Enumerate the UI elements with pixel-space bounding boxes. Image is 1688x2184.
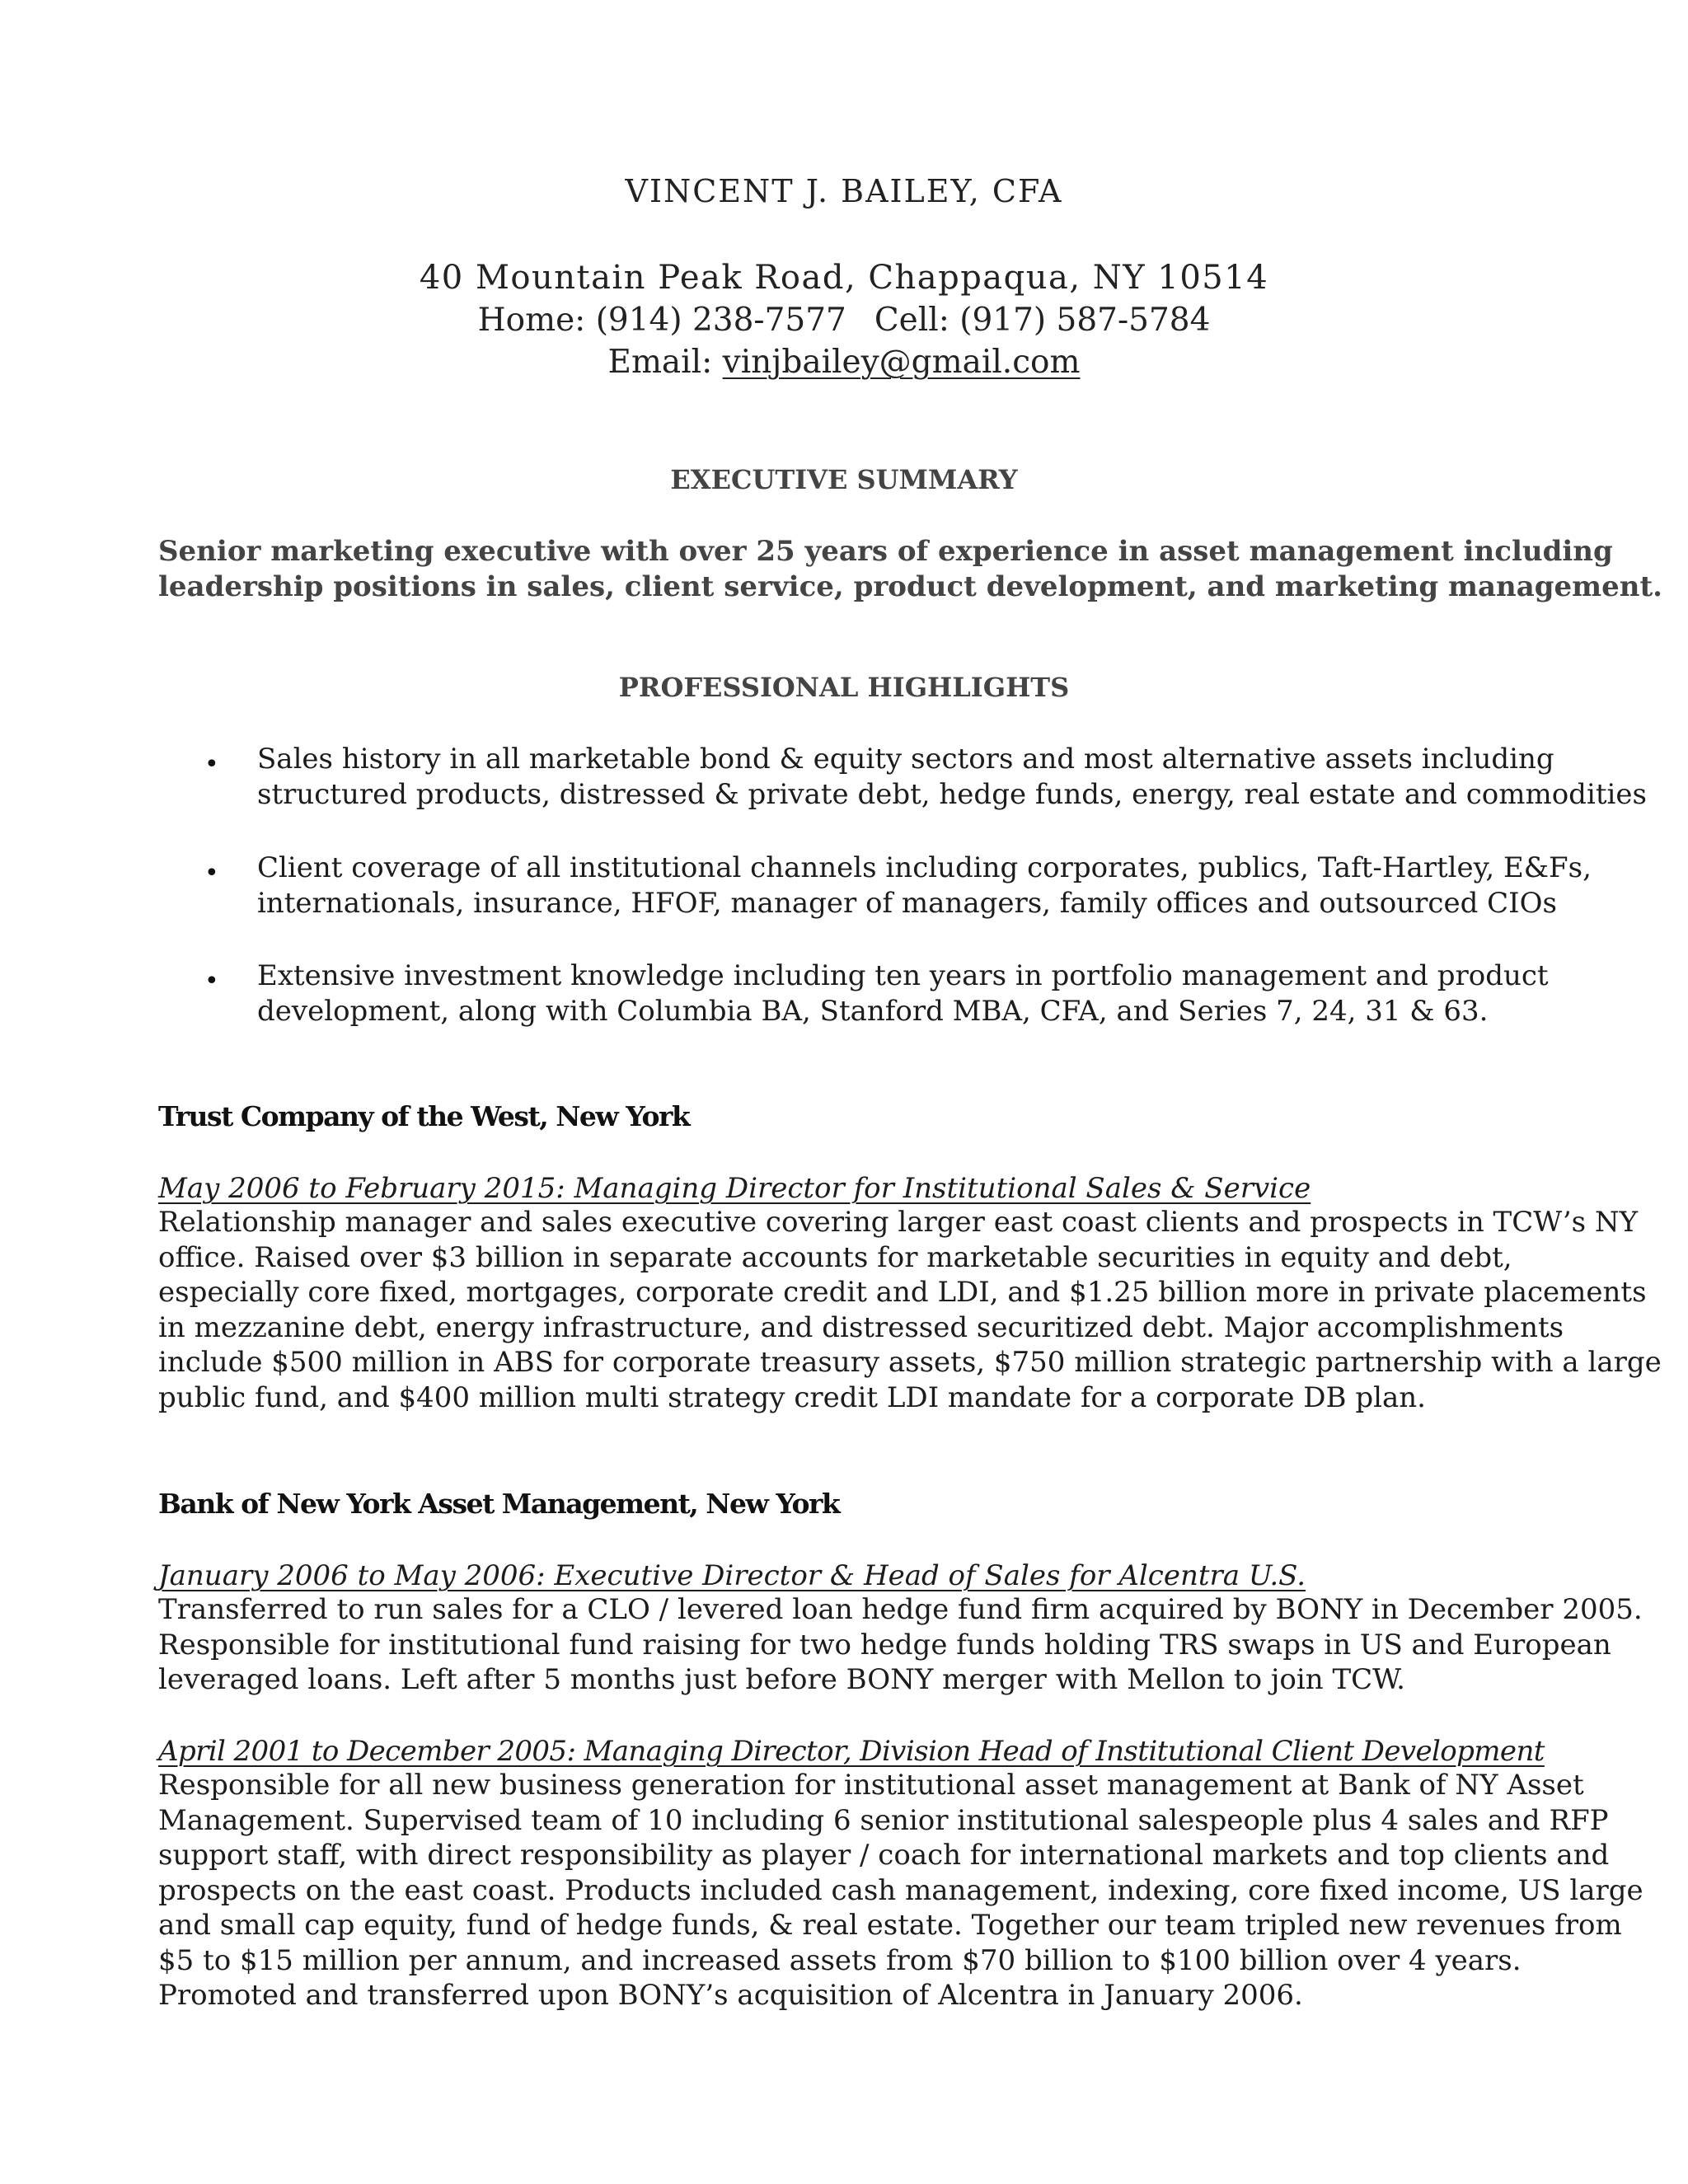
description-line: $5 to $15 million per annum, and increased assets from $70 billion to $100 billion over 4 years.: [158, 1943, 1522, 1977]
employer-heading-bny: Bank of New York Asset Management, New York: [158, 1488, 840, 1520]
description-line: support staff, with direct responsibility as player / coach for international markets and top clients and: [158, 1839, 1610, 1872]
description-line: in mezzanine debt, energy infrastructure, and distressed securitized debt. Major accomplishments: [158, 1310, 1564, 1344]
professional-highlights-heading: PROFESSIONAL HIGHLIGHTS: [618, 672, 1070, 703]
role-description: [158, 1592, 1643, 1698]
highlight-line: Client coverage of all institutional channels including corporates, publics, Taft-Hartley, E&Fs,: [257, 851, 1592, 884]
highlight-line: Sales history in all marketable bond & equity sectors and most alternative assets including: [257, 743, 1554, 776]
description-line: prospects on the east coast. Products included cash management, indexing, core fixed income, US large: [158, 1873, 1643, 1907]
description-line: Relationship manager and sales executive covering larger east coast clients and prospects in TCW’s NY: [158, 1206, 1639, 1239]
description-line: Transferred to run sales for a CLO / levered loan hedge fund firm acquired by BONY in December 2005.: [158, 1593, 1643, 1626]
highlight-text: [257, 958, 1592, 1029]
executive-summary-heading: EXECUTIVE SUMMARY: [670, 464, 1018, 495]
description-line: Responsible for institutional fund raising for two hedge funds holding TRS swaps in US and European: [158, 1628, 1611, 1661]
role-description: [158, 1205, 1662, 1415]
description-line: leveraged loans. Left after 5 months just before BONY merger with Mellon to join TCW.: [158, 1663, 1405, 1696]
cell-phone: Cell: (917) 587-5784: [874, 302, 1211, 339]
description-line: Management. Supervised team of 10 including 6 senior institutional salespeople plus 4 sales and RFP: [158, 1803, 1609, 1837]
description-line: Responsible for all new business generation for institutional asset management at Bank of NY Asset: [158, 1769, 1584, 1802]
bullet-icon: •: [204, 967, 219, 996]
phone-numbers: [0, 302, 1688, 339]
highlight-text: [257, 742, 1647, 813]
role-title: May 2006 to February 2015: Managing Director for Institutional Sales & Service: [158, 1172, 1311, 1205]
highlight-line: structured products, distressed & private debt, hedge funds, energy, real estate and commodities: [257, 778, 1647, 811]
bullet-icon: •: [204, 859, 219, 888]
mailing-address: 40 Mountain Peak Road, Chappaqua, NY 10514: [419, 259, 1269, 297]
summary-line: Senior marketing executive with over 25 years of experience in asset management including: [158, 535, 1613, 568]
description-line: office. Raised over $3 billion in separate accounts for marketable securities in equity and debt,: [158, 1240, 1512, 1274]
description-line: include $500 million in ABS for corporate treasury assets, $750 million strategic partnership with a large: [158, 1346, 1662, 1379]
role-description: [158, 1768, 1643, 2013]
role-title: April 2001 to December 2005: Managing Director, Division Head of Institutional Client Development: [158, 1735, 1545, 1768]
description-line: and small cap equity, fund of hedge funds, & real estate. Together our team tripled new revenues from: [158, 1909, 1622, 1942]
highlight-line: internationals, insurance, HFOF, manager of managers, family offices and outsourced CIOs: [257, 887, 1557, 920]
home-phone: Home: (914) 238-7577: [477, 302, 846, 339]
description-line: especially core fixed, mortgages, corporate credit and LDI, and $1.25 billion more in private placements: [158, 1276, 1647, 1309]
summary-line: leadership positions in sales, client service, product development, and marketing management.: [158, 570, 1663, 603]
executive-summary-text: [158, 534, 1663, 605]
email-label: Email:: [607, 344, 713, 381]
highlight-line: development, along with Columbia BA, Stanford MBA, CFA, and Series 7, 24, 31 & 63.: [257, 995, 1489, 1028]
description-line: Promoted and transferred upon BONY’s acquisition of Alcentra in January 2006.: [158, 1979, 1303, 2012]
highlight-text: [257, 851, 1592, 921]
candidate-name: VINCENT J. BAILEY, CFA: [625, 173, 1063, 209]
role-title: January 2006 to May 2006: Executive Director & Head of Sales for Alcentra U.S.: [158, 1559, 1306, 1592]
description-line: public fund, and $400 million multi strategy credit LDI mandate for a corporate DB plan.: [158, 1380, 1426, 1414]
highlight-line: Extensive investment knowledge including ten years in portfolio management and product: [257, 959, 1549, 992]
email-line: [0, 344, 1688, 381]
bullet-icon: •: [204, 750, 219, 779]
email-link[interactable]: vinjbailey@gmail.com: [722, 344, 1081, 381]
employer-heading-tcw: Trust Company of the West, New York: [158, 1100, 690, 1132]
